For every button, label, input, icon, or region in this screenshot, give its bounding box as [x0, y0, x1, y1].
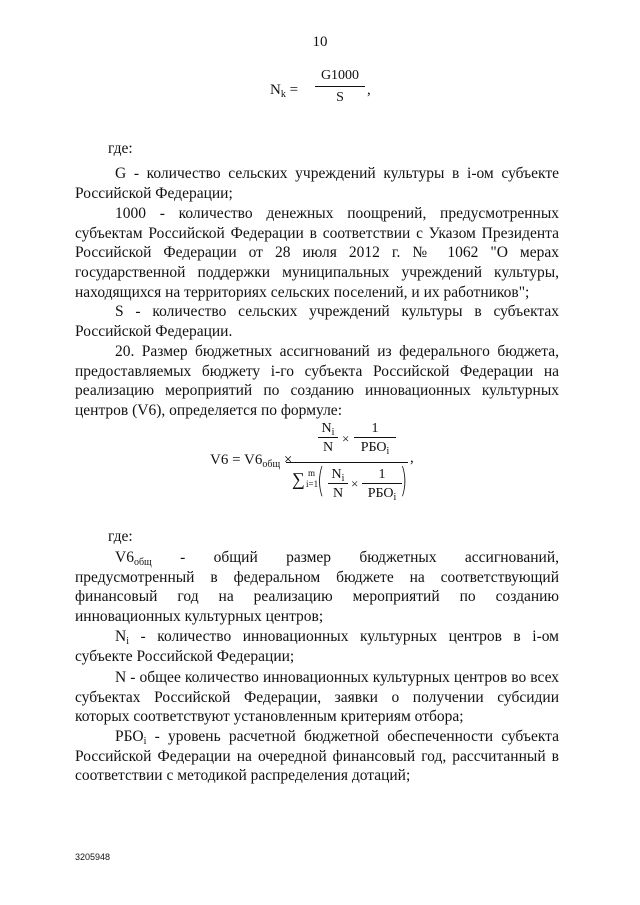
bottom-rbo-symbol: РБО — [367, 486, 394, 501]
definition-v6-total — [75, 548, 559, 627]
top-rbo-symbol: РБО — [360, 440, 387, 455]
v6-lhs-subscript: общ — [262, 459, 281, 470]
nk-denominator: S — [336, 90, 344, 105]
rbo-text: - уровень расчетной бюджетной обеспеченности субъекта Российской Федерации на очередной финансовый год, рассчитанный в соответствии с методикой распределения дотаций; — [75, 728, 559, 785]
bottom-times: × — [351, 476, 359, 491]
top-ni-symbol: N — [321, 421, 332, 436]
definition-rbo — [75, 727, 559, 786]
v6-total-symbol: V6 — [115, 549, 134, 566]
top-rbo — [354, 438, 396, 455]
ni-text: - количество инновационных культурных центров в i-ом субъекте Российской Федерации; — [75, 628, 559, 665]
right-paren: ) — [399, 461, 408, 501]
rbo-symbol: РБО — [115, 728, 144, 745]
paragraph-g: G - количество сельских учреждений культуры в i-ом субъекте Российской Федерации; — [75, 165, 559, 202]
top-n-den: N — [322, 440, 334, 455]
bottom-one-over-rbo — [362, 466, 402, 501]
top-times: × — [342, 431, 350, 446]
top-one-over-rbo — [354, 420, 396, 455]
bottom-n-den: N — [332, 486, 344, 501]
nk-numerator: G1000 — [320, 68, 360, 83]
top-ni-subscript: i — [331, 427, 335, 438]
paragraph-20: 20. Размер бюджетных ассигнований из федерального бюджета, предоставляемых бюджету i-го субъекта Российской Федерации на реализацию мероприятий по созданию инновационных культурных центров (V6), определяется по формуле: — [75, 343, 559, 420]
v6-lhs-text: V6 = V6 — [210, 452, 263, 468]
sum-symbol: ∑ — [292, 469, 305, 489]
nk-fraction — [315, 66, 365, 107]
v6-main-fraction-bar — [286, 462, 408, 463]
bottom-rbo-subscript: i — [393, 492, 397, 503]
bottom-rbo — [362, 484, 402, 501]
bottom-ni-subscript: i — [341, 473, 345, 484]
nk-comma: , — [367, 82, 371, 98]
definition-ni — [75, 627, 559, 666]
formula-nk-lhs — [270, 82, 298, 99]
v6-lhs — [210, 452, 292, 469]
nk-subscript: k — [280, 89, 286, 100]
sum-upper-limit: m — [308, 468, 316, 478]
where-label-2: где: — [108, 528, 133, 545]
left-paren: ( — [316, 461, 325, 501]
bottom-ni-symbol: N — [331, 467, 342, 482]
top-rbo-subscript: i — [386, 446, 390, 457]
formula-v6 — [190, 420, 450, 510]
v6-total-text: - общий размер бюджетных ассигнований, предусмотренный в федеральном бюджете на соответствующий финансовый год на реализацию мероприятий по созданию инновационных культурных центров; — [75, 549, 559, 626]
paragraph-1000: 1000 - количество денежных поощрений, предусмотренных субъектам Российской Федерации в соответствии с Указом Президента Российской Федерации от 28 июля 2012 г. № 1062 "О мерах государственной поддержки муниципальных учреждений культуры, находящихся на территориях сельских поселений, и их работников"; — [75, 205, 559, 301]
v6-lhs-times: × — [283, 452, 293, 468]
where-label-1: где: — [108, 140, 133, 157]
ni-symbol: N — [115, 628, 127, 645]
sum-lower-limit: i=1 — [306, 479, 319, 489]
definition-n: N - общее количество инновационных культурных центров во всех субъектах Российской Федерации, заявки о получении субсидии которых соответствуют установленным критериям отбора; — [75, 669, 559, 726]
rbo-subscript: i — [143, 736, 147, 747]
ni-subscript: i — [126, 636, 129, 647]
footer-document-code: 3205948 — [75, 852, 111, 862]
v6-total-subscript: общ — [133, 557, 152, 568]
nk-equals: = — [289, 82, 299, 98]
v6-comma: , — [410, 450, 414, 466]
bottom-ni-over-n — [328, 466, 348, 501]
page-number: 10 — [312, 34, 328, 50]
top-ni — [318, 420, 338, 437]
paragraph-s: S - количество сельских учреждений культуры в субъектах Российской Федерации. — [75, 303, 559, 340]
nk-symbol: N — [270, 82, 281, 98]
top-ni-over-n — [318, 420, 338, 455]
bottom-one: 1 — [378, 467, 386, 482]
top-one: 1 — [371, 421, 379, 436]
bottom-ni — [328, 466, 348, 483]
